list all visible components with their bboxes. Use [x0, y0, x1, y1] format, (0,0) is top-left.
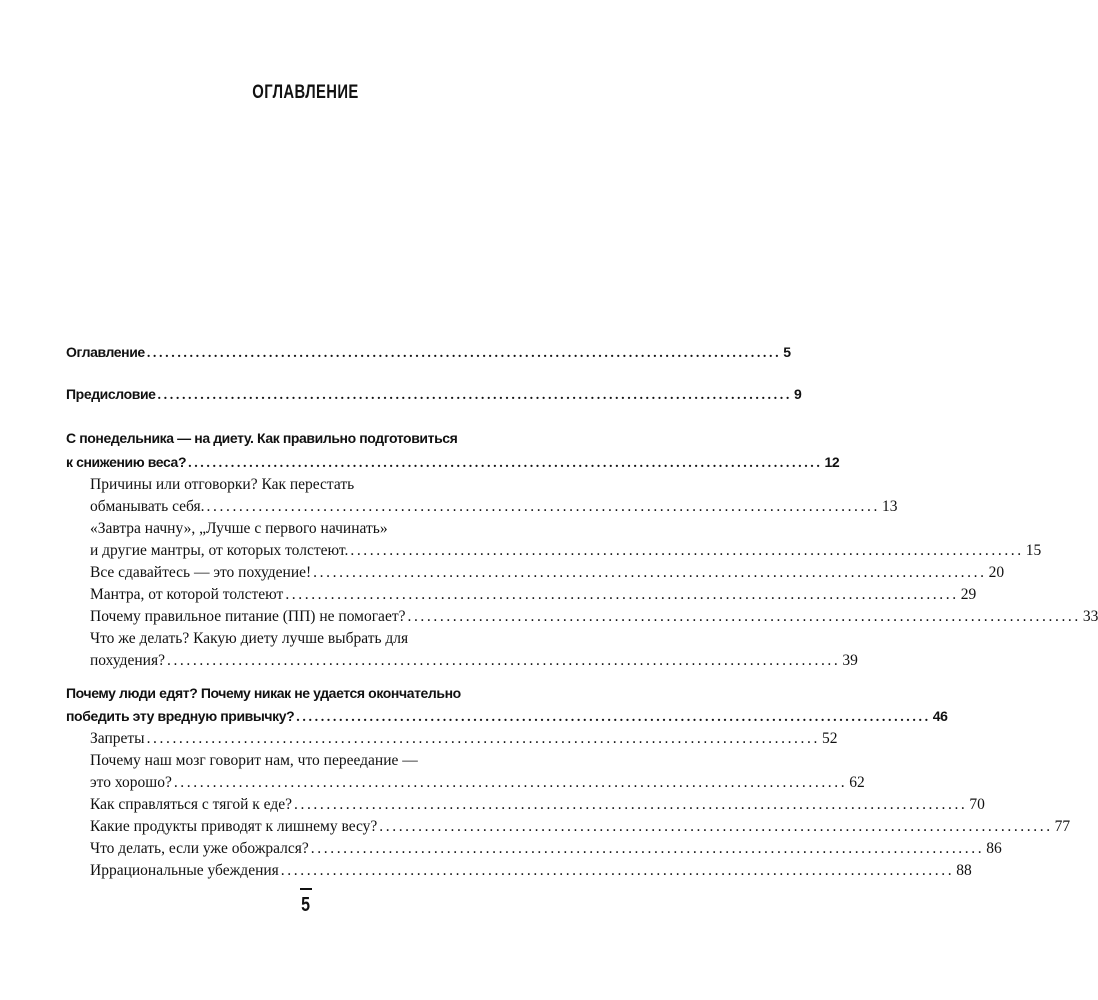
toc-entry-title: похудения?	[90, 652, 165, 669]
toc-entry-title: Оглавление	[66, 344, 145, 360]
toc-entry-title: Как справляться с тягой к еде?	[90, 796, 292, 813]
toc-subentry[interactable]	[90, 817, 1071, 837]
toc-entry-title: Что же делать? Какую диету лучше выбрать для	[90, 630, 409, 647]
leader-dots: ........................................................................................................	[294, 796, 968, 813]
toc-entry-page: 62	[849, 774, 865, 791]
toc-entry-page: 46	[932, 708, 948, 724]
toc-entry-title: Причины или отговорки? Как перестать	[90, 476, 355, 493]
toc-entry-title: Что делать, если уже обожрался?	[90, 840, 309, 857]
toc-entry-page: 12	[824, 454, 840, 470]
toc-entry-title: Какие продукты приводят к лишнему весу?	[90, 818, 378, 835]
leader-dots: ........................................................................................................	[188, 456, 823, 471]
page-number: 5	[301, 894, 310, 916]
toc-subentry-title-line[interactable]	[90, 629, 511, 649]
toc-entry-page: 88	[956, 862, 972, 879]
toc-subentry[interactable]	[90, 773, 865, 793]
toc-entry-preface[interactable]	[66, 384, 802, 406]
toc-subentry[interactable]	[90, 795, 985, 815]
toc-subentry[interactable]	[90, 541, 1042, 561]
toc-chapter-title-line[interactable]	[66, 683, 511, 703]
toc-entry-title: Предисловие	[66, 386, 156, 402]
leader-dots: ........................................................................................................	[280, 862, 955, 879]
toc-entry-page: 15	[1025, 542, 1042, 559]
toc-entry-page: 77	[1054, 818, 1071, 835]
toc-chapter-title-line[interactable]	[66, 428, 511, 448]
leader-dots: ........................................................................................................	[173, 774, 848, 791]
toc-subentry[interactable]	[90, 607, 1098, 627]
toc-subentry[interactable]	[90, 839, 1002, 859]
leader-dots: ........................................................................................................	[296, 710, 931, 725]
toc-entry-title: Иррациональные убеждения	[90, 862, 279, 879]
toc-subentry[interactable]	[90, 563, 1005, 583]
leader-dots: ........................................................................................................	[166, 652, 841, 669]
toc-subentry[interactable]	[90, 861, 972, 881]
toc-entry-page: 9	[793, 386, 802, 402]
toc-subentry-title-line[interactable]	[90, 519, 511, 539]
toc-subentry[interactable]	[90, 651, 858, 671]
leader-dots: ........................................................................................................	[157, 388, 792, 403]
leader-dots: ........................................................................................................	[313, 564, 987, 581]
toc-entry-title: к снижению веса?	[66, 454, 187, 470]
toc-entry-title: победить эту вредную привычку?	[66, 708, 295, 724]
toc-entry-page: 5	[783, 344, 791, 360]
toc-entry-title: «Завтра начну», „Лучше с первого начинать»	[90, 520, 388, 537]
toc-subentry-title-line[interactable]	[90, 475, 511, 495]
toc-entry-title: обманывать себя.	[90, 498, 205, 515]
page-footer	[0, 888, 611, 917]
toc-entry-page: 13	[881, 498, 898, 515]
leader-dots: ........................................................................................................	[407, 608, 1081, 625]
leader-dots: ........................................................................................................	[310, 840, 985, 857]
toc-entry-page: 52	[821, 730, 838, 747]
toc-entry-title: Почему наш мозг говорит нам, что переедание —	[90, 752, 418, 769]
toc-entry-page: 86	[986, 840, 1002, 857]
toc-chapter-entry[interactable]	[66, 452, 840, 474]
toc-entry-title: Мантра, от которой толстеют	[90, 586, 284, 603]
toc-subentry[interactable]	[90, 585, 977, 605]
page-title: ОГЛАВЛЕНИЕ	[252, 82, 359, 103]
toc-chapter-entry[interactable]	[66, 706, 948, 728]
toc-entry-page: 39	[842, 652, 858, 669]
leader-dots: ........................................................................................................	[206, 498, 880, 515]
toc-entry-title: Почему правильное питание (ПП) не помогает?	[90, 608, 406, 625]
leader-dots: ........................................................................................................	[146, 346, 782, 361]
toc-entry-title: это хорошо?	[90, 774, 172, 791]
toc-entry-page: 20	[988, 564, 1005, 581]
toc-entry-title: Все сдавайтесь — это похудение!	[90, 564, 312, 581]
leader-dots: ........................................................................................................	[350, 542, 1024, 559]
toc-entry-page: 70	[969, 796, 985, 813]
toc-entry-title: Запреты	[90, 730, 145, 747]
toc-entry-title: и другие мантры, от которых толстеют.	[90, 542, 349, 559]
page-number-rule	[300, 888, 312, 890]
toc-subentry[interactable]	[90, 497, 898, 517]
toc-entry-contents[interactable]	[66, 342, 791, 364]
leader-dots: ........................................................................................................	[146, 730, 820, 747]
toc-entry-title: Почему люди едят? Почему никак не удается окончательно	[66, 685, 461, 701]
leader-dots: ........................................................................................................	[285, 586, 959, 603]
toc-entry-page: 33	[1082, 608, 1098, 625]
toc-entry-page: 29	[960, 586, 977, 603]
toc-entry-title: С понедельника — на диету. Как правильно подготовиться	[66, 430, 458, 446]
toc-subentry[interactable]	[90, 729, 838, 749]
leader-dots: ........................................................................................................	[379, 818, 1053, 835]
toc-subentry-title-line[interactable]	[90, 751, 511, 771]
